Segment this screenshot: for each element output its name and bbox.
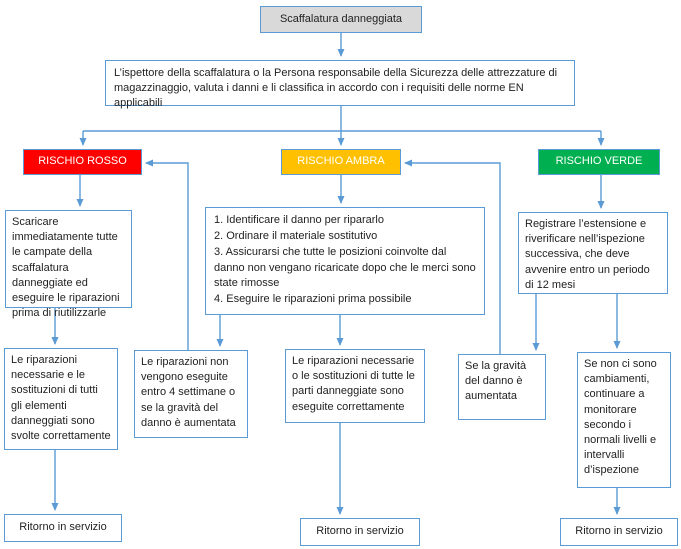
- node-red-repairs-done: Le riparazioni necessarie e le sostituzioni di tutti gli elementi danneggiati sono svolte correttamente: [4, 348, 118, 450]
- node-start: Scaffalatura danneggiata: [260, 6, 422, 33]
- node-inspector: L’ispettore della scaffalatura o la Persona responsabile della Sicurezza delle attrezzature di magazzinaggio, valuta i danni e li classifica in accordo con i requisiti delle norme EN applicabili: [105, 60, 575, 106]
- arrow-rednotdone-to-riskred: [146, 163, 188, 350]
- node-amber-action: [205, 207, 485, 315]
- node-risk-amber: RISCHIO AMBRA: [281, 149, 401, 175]
- amber-action-step-2: 2. Ordinare il materiale sostitutivo: [214, 230, 378, 243]
- node-return-to-service-middle: Ritorno in servizio: [300, 518, 420, 546]
- amber-action-step-3: 3. Assicurarsi che tutte le posizioni coinvolte dal danno non vengano ricaricate dopo che le merci sono state rimosse: [214, 246, 476, 289]
- node-green-no-change: Se non ci sono cambiamenti, continuare a monitorare secondo i normali livelli e intervalli d’ispezione: [577, 352, 671, 488]
- amber-action-step-1: 1. Identificare il danno per ripararlo: [214, 214, 384, 226]
- node-risk-green: RISCHIO VERDE: [538, 149, 660, 175]
- node-green-action: Registrare l’estensione e riverificare nell’ispezione successiva, che deve avvenire entro un periodo di 12 mesi: [518, 212, 668, 294]
- node-return-to-service-left: Ritorno in servizio: [4, 514, 122, 542]
- node-return-to-service-right: Ritorno in servizio: [560, 518, 678, 546]
- node-amber-repairs-done: Le riparazioni necessarie o le sostituzioni di tutte le parti danneggiate sono eseguite correttamente: [285, 349, 425, 423]
- node-risk-red: RISCHIO ROSSO: [23, 149, 142, 175]
- amber-action-step-4: 4. Eseguire le riparazioni prima possibile: [214, 292, 412, 305]
- node-red-repairs-not-done: Le riparazioni non vengono eseguite entro 4 settimane o se la gravità del danno è aumentata: [134, 350, 248, 438]
- node-green-severity-increased: Se la gravità del danno è aumentata: [458, 354, 546, 420]
- node-red-action: Scaricare immediatamente tutte le campate della scaffalatura danneggiate ed eseguire le riparazioni prima di riutilizzarle: [5, 210, 132, 308]
